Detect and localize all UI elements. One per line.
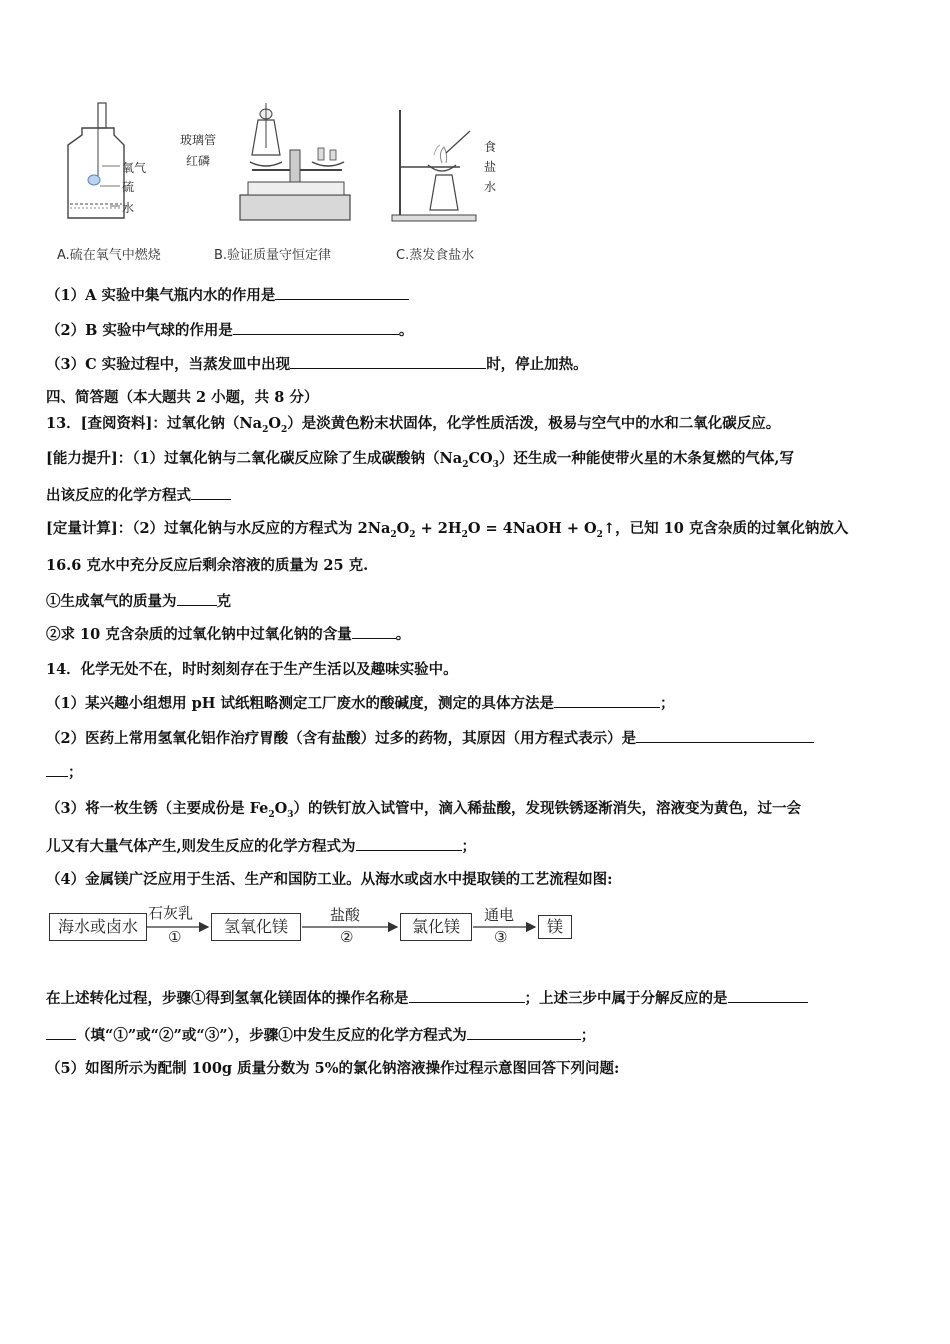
q13-intro-text-c: ）是淡黄色粉末状固体，化学性质活泼，极易与空气中的水和二氧化碳反应。: [287, 415, 781, 432]
q14-part3-text-c: ）的铁钉放入试管中，滴入稀盐酸，发现铁锈逐渐消失，溶液变为黄色，过一会: [293, 800, 802, 817]
subscript: 2: [280, 424, 288, 435]
q13-sub1-end: 克: [216, 593, 231, 610]
answer-blank[interactable]: [467, 1025, 581, 1040]
q14-part3-text-b: O: [274, 800, 288, 817]
q14-part3-line2-text: 儿又有大量气体产生,则发生反应的化学方程式为: [46, 838, 356, 855]
q14-part1-text: （1）某兴趣小组想用 pH 试纸粗略测定工厂废水的酸碱度，测定的具体方法是: [46, 695, 555, 712]
q14-part4-question-text-a: 在上述转化过程，步骤①得到氢氧化镁固体的操作名称是: [46, 990, 409, 1007]
figure-a-label-water: 水: [122, 201, 135, 215]
subscript: 3: [287, 809, 294, 820]
flow-box-seawater: 海水或卤水: [49, 913, 147, 941]
subscript: 2: [390, 529, 397, 540]
q13-sub1-text: ①生成氧气的质量为: [46, 593, 177, 610]
q14-part4-question-text-b: ；上述三步中属于分解反应的是: [524, 990, 728, 1007]
q14-title: 14．化学无处不在，时时刻刻存在于生产生活以及趣味实验中。: [46, 661, 458, 678]
figure-a-label-sulfur: 硫: [122, 180, 135, 194]
subscript: 3: [492, 459, 499, 470]
figure-c-label-char-1: 食: [484, 140, 497, 154]
q14-part3-end: ；: [461, 838, 477, 855]
answer-blank[interactable]: [728, 988, 808, 1003]
q12-part2-text: （2）B 实验中气球的作用是: [46, 322, 233, 339]
q12-part2-end: 。: [398, 322, 414, 339]
subscript: 2: [461, 529, 468, 540]
q14-part5: （5）如图所示为配制 100g 质量分数为 5%的氯化钠溶液操作过程示意图回答下列问题:: [46, 1060, 620, 1077]
q14-part2-text: （2）医药上常用氢氧化铝作治疗胃酸（含有盐酸）过多的药物，其原因（用方程式表示）是: [46, 730, 637, 747]
subscript: 2: [268, 809, 275, 820]
q14-part4-question-end: ；: [580, 1027, 596, 1044]
q13-intro-text-b: O: [268, 415, 281, 432]
flow-box-mg-chloride: 氯化镁: [400, 913, 472, 941]
flow-arrow-1-step: ①: [168, 928, 182, 946]
q14-part4-question: [46, 988, 808, 1009]
q13-calc-text-d: O = 4NaOH + O: [467, 520, 597, 537]
q14-part4-question-line2: [46, 1025, 595, 1046]
q13-ability-text-c: ）还生成一种能使带火星的木条复燃的气体,写: [498, 450, 794, 467]
figure-c-label-char-2: 盐: [484, 160, 497, 174]
q13-calc-text-e: ↑，已知 10 克含杂质的过氧化钠放入: [602, 520, 849, 537]
figure-c-caption: C.蒸发食盐水: [396, 248, 475, 263]
q14-part3-text-a: （3）将一枚生锈（主要成份是 Fe: [46, 800, 269, 817]
q14-part4-question-text-c: （填“①”或“②”或“③”），步骤①中发生反应的化学方程式为: [76, 1027, 467, 1044]
answer-blank[interactable]: [409, 988, 525, 1003]
flow-arrow-1-label: 石灰乳: [148, 904, 194, 922]
flow-box-mg-hydroxide: 氢氧化镁: [211, 913, 301, 941]
figure-b-label-red-phosphorus: 红磷: [186, 154, 211, 168]
q14-part1-end: ；: [660, 695, 675, 712]
flow-arrow-2-label: 盐酸: [330, 906, 361, 924]
subscript: 2: [462, 459, 469, 470]
section-4-heading: 四、简答题（本大题共 2 小题，共 8 分）: [46, 389, 319, 406]
q13-calc-text-c: + 2H: [415, 520, 462, 537]
q13-sub2-end: 。: [395, 626, 411, 643]
q13-intro-text-a: 13．[查阅资料]：过氧化钠（Na: [46, 415, 263, 432]
q12-part3-text: （3）C 实验过程中，当蒸发皿中出现: [46, 356, 291, 373]
q12-part3-end: 时，停止加热。: [486, 356, 588, 373]
subscript: 2: [596, 529, 603, 540]
figure-b-label-glass-tube: 玻璃管: [180, 133, 217, 147]
subscript: 2: [409, 529, 416, 540]
q14-part4: （4）金属镁广泛应用于生活、生产和国防工业。从海水或卤水中提取镁的工艺流程如图:: [46, 871, 613, 888]
flow-arrow-3-step: ③: [494, 928, 508, 946]
figure-c-label-char-3: 水: [484, 180, 497, 194]
q13-ability-text-a: [能力提升]：（1）过氧化钠与二氧化碳反应除了生成碳酸钠（Na: [46, 450, 463, 467]
q14-part2-end: ；: [68, 764, 83, 781]
q12-part1-text: （1）A 实验中集气瓶内水的作用是: [46, 287, 276, 304]
flow-arrow-3-label: 通电: [484, 906, 515, 924]
q13-calc-line2: 16.6 克水中充分反应后剩余溶液的质量为 25 克.: [46, 557, 369, 574]
q13-calc-text-b: O: [396, 520, 410, 537]
figure-a-label-oxygen: 氧气: [122, 161, 147, 175]
q13-sub2-text: ②求 10 克含杂质的过氧化钠中过氧化钠的含量: [46, 626, 352, 643]
q13-ability-text-b: CO: [468, 450, 493, 467]
figure-a-caption: A.硫在氧气中燃烧: [57, 248, 161, 263]
flow-box-mg: 镁: [538, 915, 572, 939]
subscript: 2: [262, 424, 269, 435]
q13-ability-line2-text: 出该反应的化学方程式: [46, 487, 191, 504]
q13-calc-text-a: [定量计算]：（2）过氧化钠与水反应的方程式为 2Na: [46, 520, 391, 537]
answer-blank[interactable]: [46, 1025, 76, 1040]
figure-b-caption: B.验证质量守恒定律: [214, 248, 332, 263]
flow-arrow-2-step: ②: [340, 928, 354, 946]
